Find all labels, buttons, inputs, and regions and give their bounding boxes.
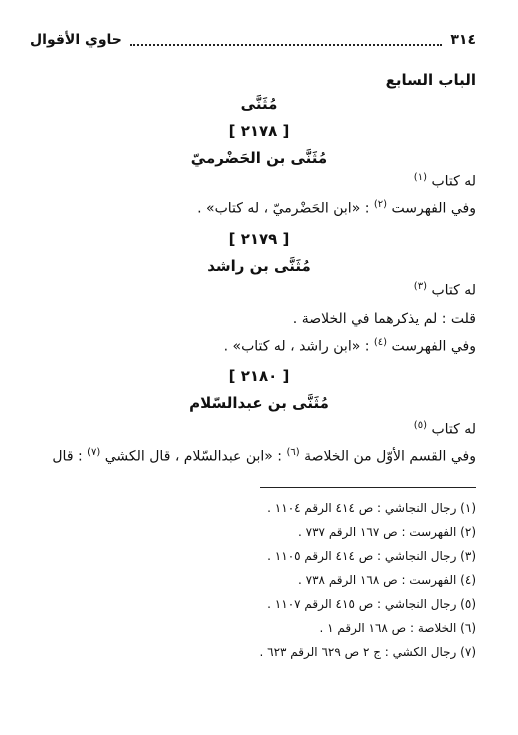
footnote-separator (260, 487, 476, 488)
footnote-ref: (٦) (286, 447, 300, 458)
page-number: ٣١٤ (450, 32, 476, 48)
footnote: (٣) رجال النجاشي : ص ٤١٤ الرقم ١١٠٥ . (267, 549, 476, 563)
line-text: له كتاب (431, 421, 476, 438)
line-text: له كتاب (431, 282, 476, 299)
running-title: حاوي الأقوال (30, 32, 122, 48)
entry-line (414, 172, 476, 190)
footnote-ref: (١) (413, 172, 427, 183)
footnote-ref: (٢) (373, 199, 388, 210)
entry-name: مُثَنَّى بن عبدالسّلام (189, 394, 329, 412)
line-tail: : قال (52, 448, 83, 465)
entry-name: مُثَنَّى بن الحَضْرميّ (190, 149, 328, 167)
line-text: وفي الفهرست (391, 200, 476, 217)
entry-number: [ ٢١٧٨ ] (228, 122, 290, 140)
entry-name: مُثَنَّى بن راشد (207, 257, 311, 275)
entry-line (414, 281, 476, 299)
line-text: وفي القسم الأوّل من الخلاصة (304, 448, 476, 465)
footnote: (٤) الفهرست : ص ١٦٨ الرقم ٧٣٨ . (298, 573, 476, 587)
footnote-ref: (٥) (413, 420, 427, 431)
footnote: (٢) الفهرست : ص ١٦٧ الرقم ٧٣٧ . (298, 525, 476, 539)
entry-line (224, 337, 476, 355)
entry-line (52, 447, 476, 465)
entry-line (293, 311, 476, 327)
line-text: وفي الفهرست (391, 338, 476, 355)
page-header (30, 28, 476, 52)
footnote-ref: (٧) (87, 447, 101, 458)
entry-number: [ ٢١٧٩ ] (228, 230, 290, 248)
footnote-ref: (٤) (373, 337, 388, 348)
entry-line (414, 420, 476, 438)
line-tail: : «ابن راشد ، له كتاب» . (223, 338, 370, 355)
footnote: (٦) الخلاصة : ص ١٦٨ الرقم ١ . (319, 621, 476, 635)
footnote-ref: (٣) (413, 281, 427, 292)
footnote: (٧) رجال الكشي : ج ٢ ص ٦٢٩ الرقم ٦٢٣ . (259, 645, 476, 659)
chapter-title: الباب السابع (385, 71, 476, 89)
section-title: مُثَنَّى (240, 95, 278, 113)
line-text: له كتاب (431, 173, 476, 190)
footnote: (٥) رجال النجاشي : ص ٤١٥ الرقم ١١٠٧ . (267, 597, 476, 611)
line-text: قلت : لم يذكرهما في الخلاصة . (292, 311, 476, 327)
entry-number: [ ٢١٨٠ ] (228, 367, 290, 385)
line-tail: : «ابن عبدالسّلام ، قال الكشي (104, 448, 283, 465)
entry-line (197, 199, 476, 217)
header-dot-leader (130, 34, 442, 46)
footnote: (١) رجال النجاشي : ص ٤١٤ الرقم ١١٠٤ . (267, 501, 476, 515)
line-tail: : «ابن الحَضْرميّ ، له كتاب» . (197, 200, 370, 217)
